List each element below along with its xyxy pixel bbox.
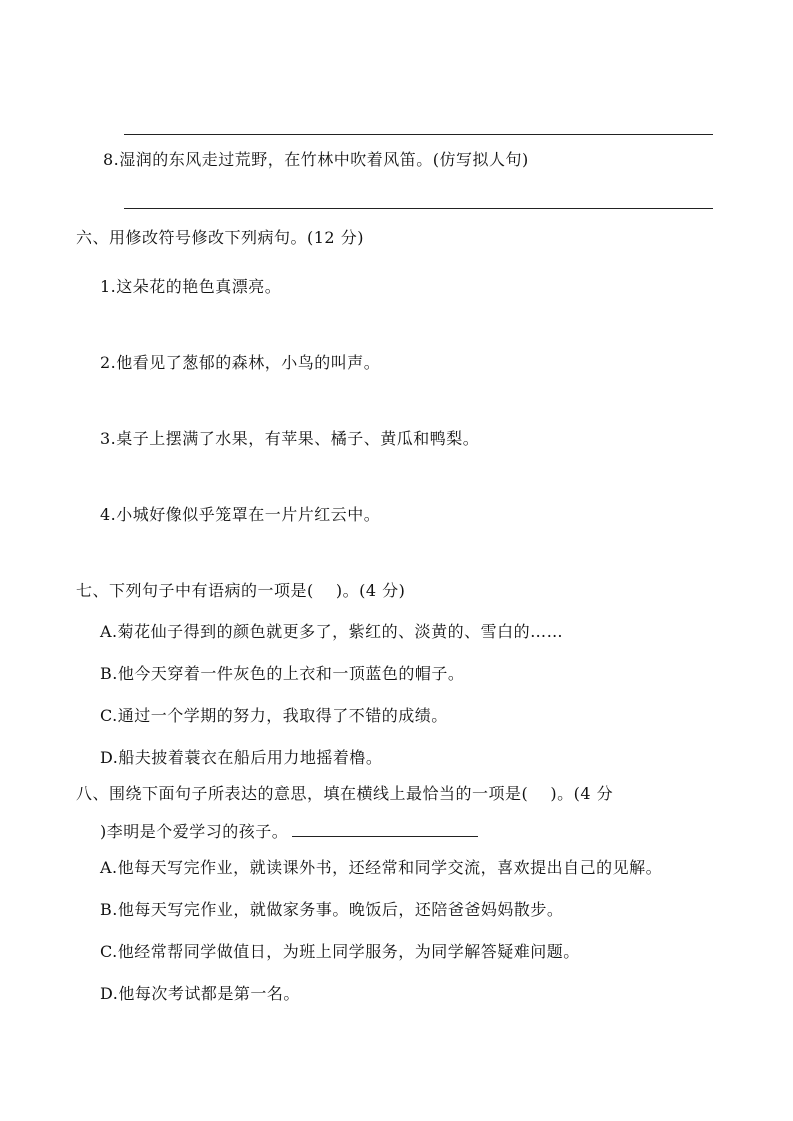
section-8-prompt-text: )李明是个爱学习的孩子。 bbox=[100, 822, 289, 841]
question-8: 8.湿润的东风走过荒野，在竹林中吹着风笛。(仿写拟人句) bbox=[103, 150, 529, 169]
section-6-item-2: 2.他看见了葱郁的森林，小鸟的叫声。 bbox=[100, 353, 381, 372]
section-6-heading: 六、用修改符号修改下列病句。(12 分) bbox=[76, 228, 364, 247]
section-6-item-3: 3.桌子上摆满了水果，有苹果、橘子、黄瓜和鸭梨。 bbox=[100, 429, 480, 448]
section-7-heading: 七、下列句子中有语病的一项是( )。(4 分) bbox=[76, 581, 406, 600]
section-8-option-c: C.他经常帮同学做值日，为班上同学服务，为同学解答疑难问题。 bbox=[100, 942, 580, 961]
section-6-item-1: 1.这朵花的艳色真漂亮。 bbox=[100, 277, 282, 296]
section-7-option-b: B.他今天穿着一件灰色的上衣和一顶蓝色的帽子。 bbox=[100, 664, 465, 683]
answer-line-q8[interactable] bbox=[124, 208, 713, 209]
section-8-prompt bbox=[100, 822, 478, 842]
section-7-option-c: C.通过一个学期的努力，我取得了不错的成绩。 bbox=[100, 706, 448, 725]
section-8-option-b: B.他每天写完作业，就做家务事。晚饭后，还陪爸爸妈妈散步。 bbox=[100, 900, 564, 919]
section-7-option-d: D.船夫披着蓑衣在船后用力地摇着橹。 bbox=[100, 748, 383, 767]
answer-line-q7[interactable] bbox=[124, 134, 713, 135]
section-6-item-4: 4.小城好像似乎笼罩在一片片红云中。 bbox=[100, 505, 381, 524]
section-8-option-d: D.他每次考试都是第一名。 bbox=[100, 984, 300, 1003]
section-8-heading: 八、围绕下面句子所表达的意思，填在横线上最恰当的一项是( )。(4 分 bbox=[76, 784, 614, 803]
section-8-option-a: A.他每天写完作业，就读课外书，还经常和同学交流，喜欢提出自己的见解。 bbox=[100, 858, 663, 877]
answer-blank[interactable] bbox=[292, 822, 478, 837]
section-7-option-a: A.菊花仙子得到的颜色就更多了，紫红的、淡黄的、雪白的…… bbox=[100, 622, 564, 641]
